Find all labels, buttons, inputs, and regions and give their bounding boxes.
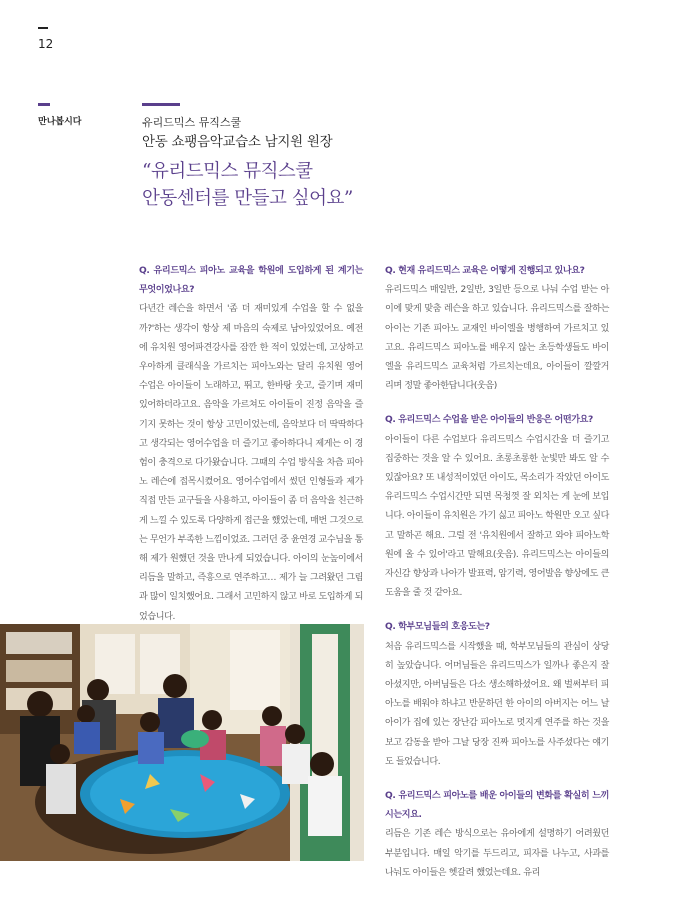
- question-1: Q. 유리드믹스 피아노 교육을 학원에 도입하게 된 계기는 무엇이었나요?: [139, 266, 363, 296]
- header-subtitle: 유리드믹스 뮤직스쿨: [142, 116, 242, 129]
- section-label: 만나봅시다: [38, 117, 82, 127]
- answer-2: 유리드믹스 매일반, 2일반, 3일반 등으로 나눠 수업 받는 아이에 맞게 맞춤 레슨을 하고 있습니다. 유리드믹스를 잘하는 아이는 기존 피아노 교재인 바이엘을 병행하여 가르치고 있고요. 유리드믹스 피아노를 배우지 않는 초등학생들도 바이엘을 유리드믹스 교육처럼 가르치는데요, 아이들이 깔깔거리며 정말 좋아한답니다(웃음): [385, 285, 609, 392]
- page-number: 12: [38, 37, 54, 51]
- question-2: Q. 현재 유리드믹스 교육은 어떻게 진행되고 있나요?: [385, 266, 585, 276]
- answer-1: 다년간 레슨을 하면서 '좀 더 재미있게 수업을 할 수 없을까?'하는 생각이 항상 제 마음의 숙제로 남아있었어요. 예전에 유치원 영어파견강사를 잠깐 한 적이 있었는데, 고상하고 우아하게 클래식을 가르치는 피아노와는 달리 유치원 영어수업은 아이들이 노래하고, 뛰고, 한바탕 웃고, 즐기며 재미있어하더라고요. 음악을 가르쳐도 아이들이 진정 음악을 즐기지 못하는 것이 항상 고민이었는데, 음악보다 더 딱딱하다고 생각되는 영어수업을 더 즐기고 좋아하다니 제게는 이 경험이 충격으로 다가왔습니다. 그때의 수업 방식을 차츰 피아노 레슨에 접목시켰어요. 영어수업에서 썼던 인형들과 제가 직접 만든 교구들을 사용하고, 아이들이 좀 더 음악을 친근하게 느낄 수 있도록 다양하게 접근을 했었는데, 매번 그것으로는 무언가 부족한 느낌이었죠. 그러던 중 윤연경 교수님을 통해 제가 원했던 것을 만나게 되었습니다. 아이의 눈높이에서 리듬을 말하고, 즉흥으로 연주하고… 제가 늘 그려왔던 그림과 많이 일치했어요. 그래서 고민하지 않고 바로 도입하게 되었습니다.: [139, 304, 363, 622]
- article-column-left: [139, 262, 363, 627]
- answer-5: 리듬은 기존 레슨 방식으로는 유아에게 설명하기 어려웠던 부분입니다. 매일 악기를 두드리고, 피자를 나누고, 사과를 나눠도 아이들은 헷갈려 했었는데요. 유리: [385, 829, 609, 878]
- answer-4: 처음 유리드믹스를 시작했을 때, 학부모님들의 관심이 상당히 높았습니다. 어머님들은 유리드믹스가 일까나 좋은지 잘 아셨지만, 아버님들은 다소 생소해하셨어요. 왜 벌써부터 피아노를 배워야 하냐고 반문하던 한 아이의 아버지는 어느 날 아이가 집에 있는 장난감 피아노로 멋지게 연주를 하는 것을 보고 감동을 받아 그날 당장 진짜 피아노를 사주셨다는 얘기도 들었습니다.: [385, 641, 609, 767]
- classroom-photo: [0, 624, 364, 861]
- header-interviewee: 안동 쇼팽음악교습소 남지원 원장: [142, 134, 333, 150]
- classroom-photo-illustration: [0, 624, 364, 861]
- page-number-rule: [38, 27, 48, 29]
- paragraph-gap: [385, 772, 609, 787]
- title-line-2: 안동센터를 만들고 싶어요”: [142, 188, 353, 209]
- article-column-right: [385, 262, 609, 883]
- question-3: Q. 유리드믹스 수업을 받은 아이들의 반응은 어떤가요?: [385, 415, 593, 426]
- answer-3: 아이들이 다른 수업보다 유리드믹스 수업시간을 더 즐기고 집중하는 것을 알 수 있어요. 초롱초롱한 눈빛만 봐도 알 수 있잖아요? 또 내성적이었던 아이도, 목소리가 작았던 아이도 유리드믹스 수업시간만 되면 목청껏 잘 외치는 게 눈에 보입니다. 아이들이 유치원은 가기 싫고 피아노 학원만 오고 싶다고 말하곤 해요. 그럴 전 '유치원에서 잘하고 와야 피아노학원에 올 수 있어'라고 말해요(웃음). 유리드믹스는 아이들의 자신감 향상과 나아가 발표력, 암기력, 영어발음 향상에도 큰 도움을 줄 것 같아요.: [385, 434, 609, 599]
- title-line-1: “유리드믹스 뮤직스쿨: [142, 161, 313, 182]
- header-rule: [142, 103, 180, 106]
- paragraph-gap: [385, 603, 609, 618]
- question-4: Q. 학부모님들의 호응도는?: [385, 622, 490, 633]
- question-5: Q. 유리드믹스 피아노를 배운 아이들의 변화를 확실히 느끼시는지요.: [385, 791, 609, 821]
- section-rule: [38, 103, 50, 106]
- paragraph-gap: [385, 396, 609, 411]
- article-title: [142, 158, 353, 212]
